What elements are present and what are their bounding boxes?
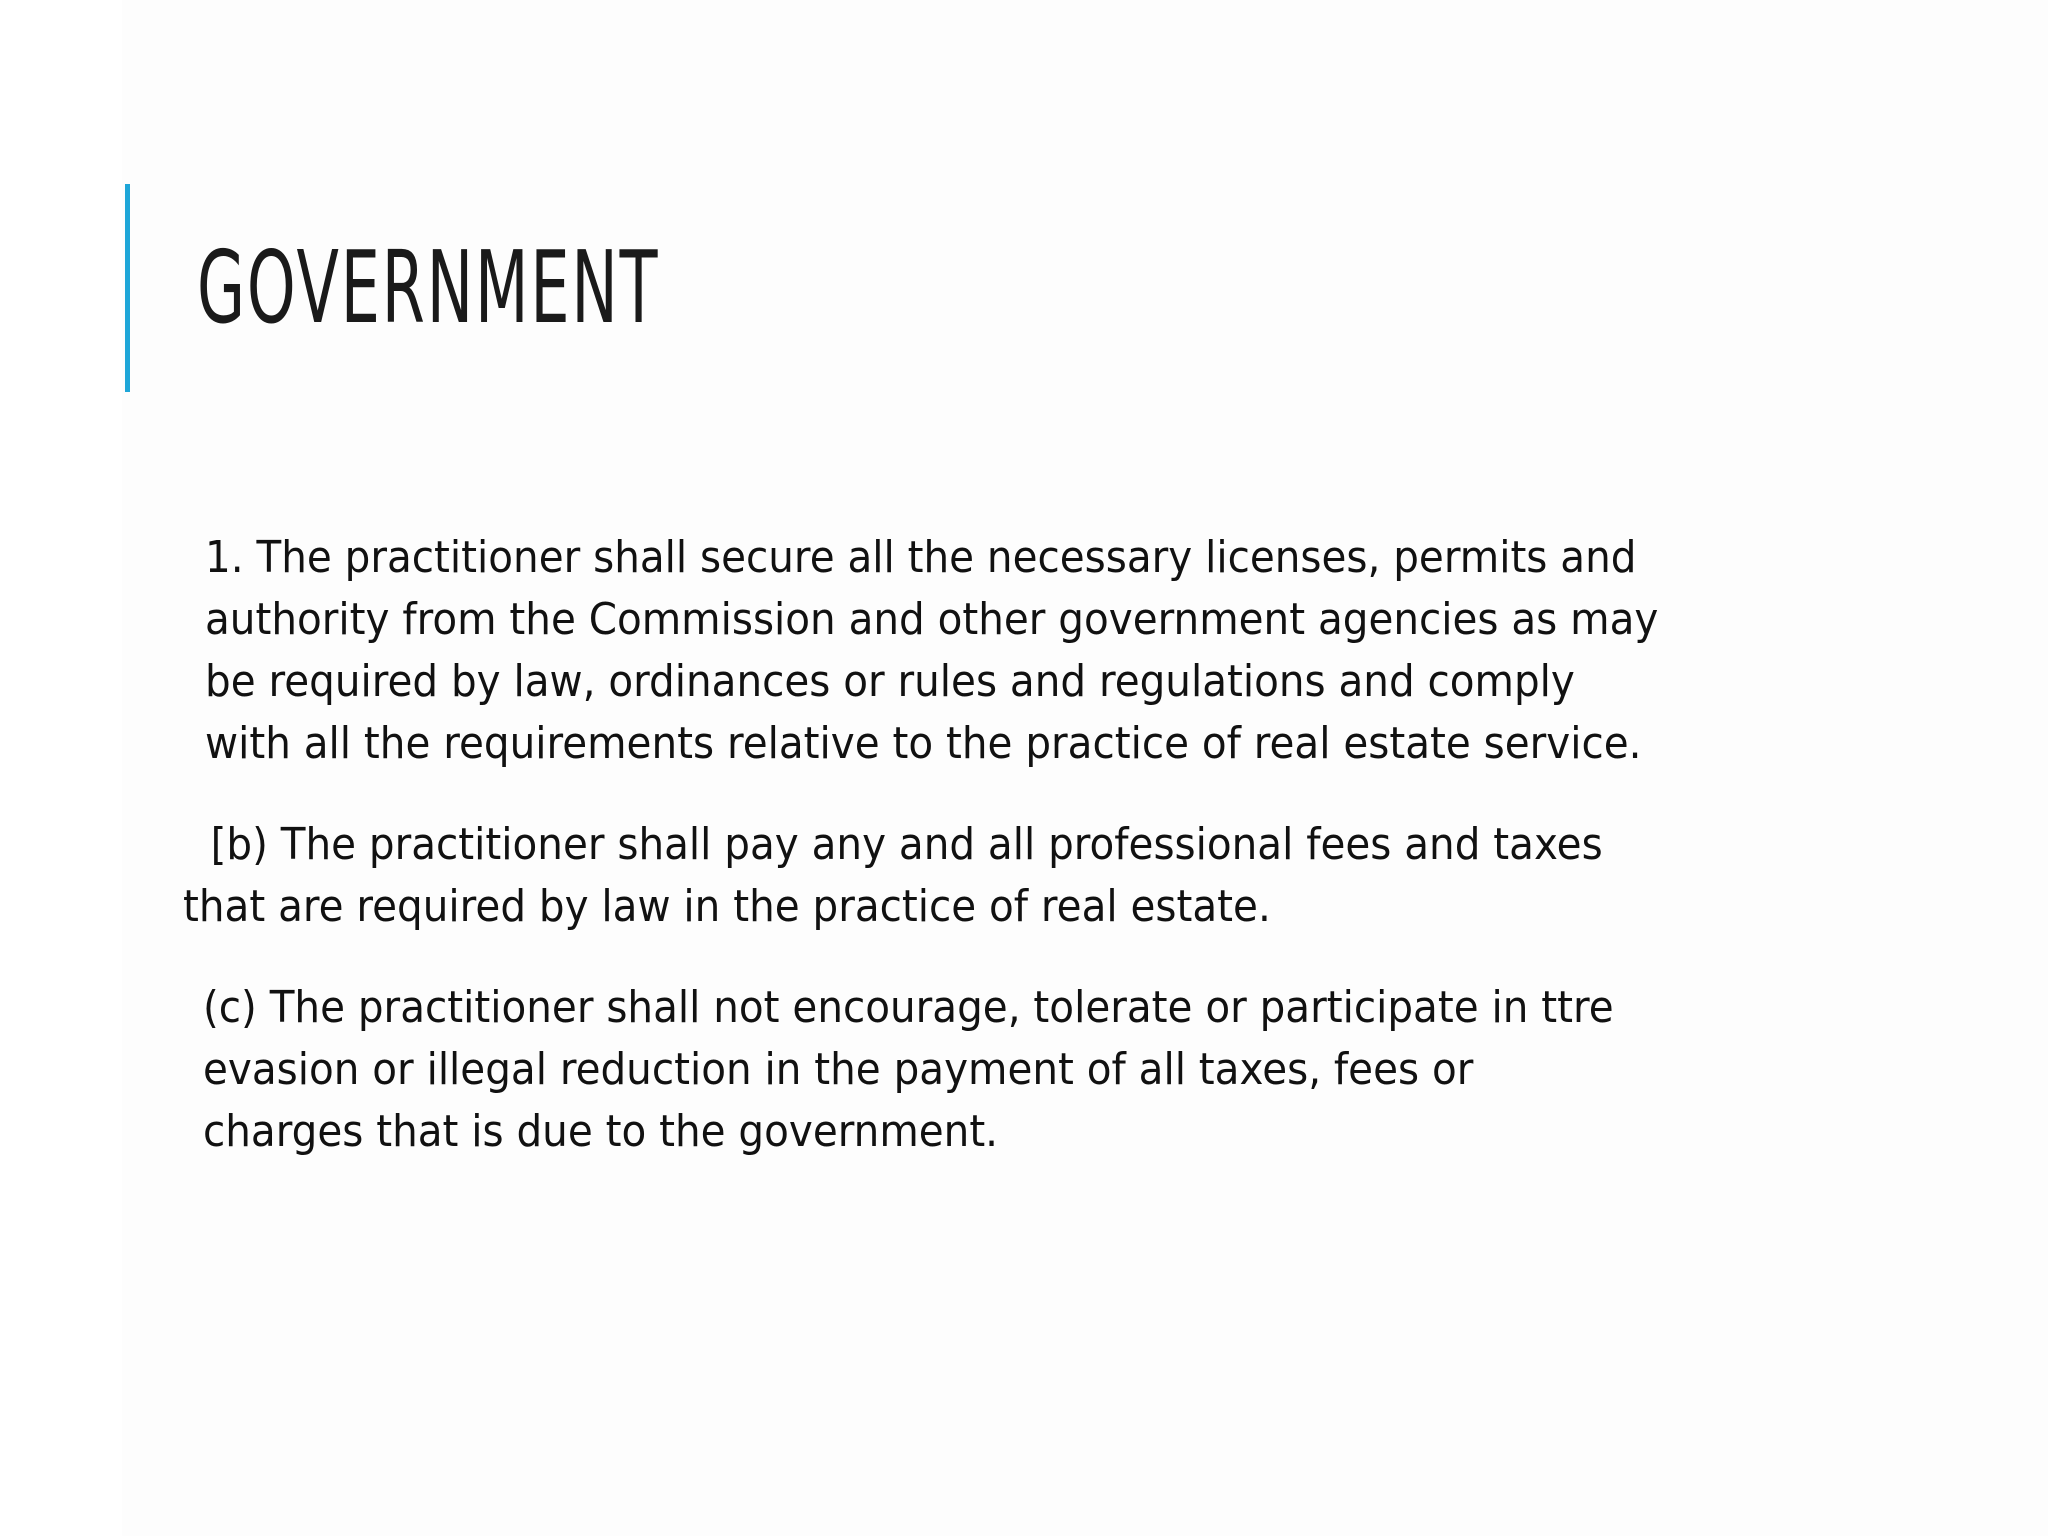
paragraph-2 bbox=[183, 814, 1603, 938]
paragraph-1 bbox=[205, 527, 1658, 775]
paragraph-line: (c) The practitioner shall not encourage, tolerate or participate in ttre bbox=[203, 982, 1614, 1033]
slide-title: GOVERNMENT bbox=[197, 229, 660, 346]
paragraph-line: be required by law, ordinances or rules and regulations and comply bbox=[205, 656, 1575, 707]
paragraph-line: with all the requirements relative to the practice of real estate service. bbox=[205, 718, 1642, 769]
paragraph-line: [b) The practitioner shall pay any and all professional fees and taxes bbox=[210, 819, 1603, 870]
paragraph-line: that are required by law in the practice of real estate. bbox=[183, 881, 1271, 932]
paragraph-line: charges that is due to the government. bbox=[203, 1106, 999, 1157]
paragraph-line: authority from the Commission and other government agencies as may bbox=[205, 594, 1659, 645]
paragraph-3 bbox=[203, 977, 1614, 1163]
paragraph-line: evasion or illegal reduction in the payment of all taxes, fees or bbox=[203, 1044, 1474, 1095]
paragraph-line: 1. The practitioner shall secure all the necessary licenses, permits and bbox=[205, 532, 1637, 583]
title-accent-bar bbox=[125, 184, 130, 392]
